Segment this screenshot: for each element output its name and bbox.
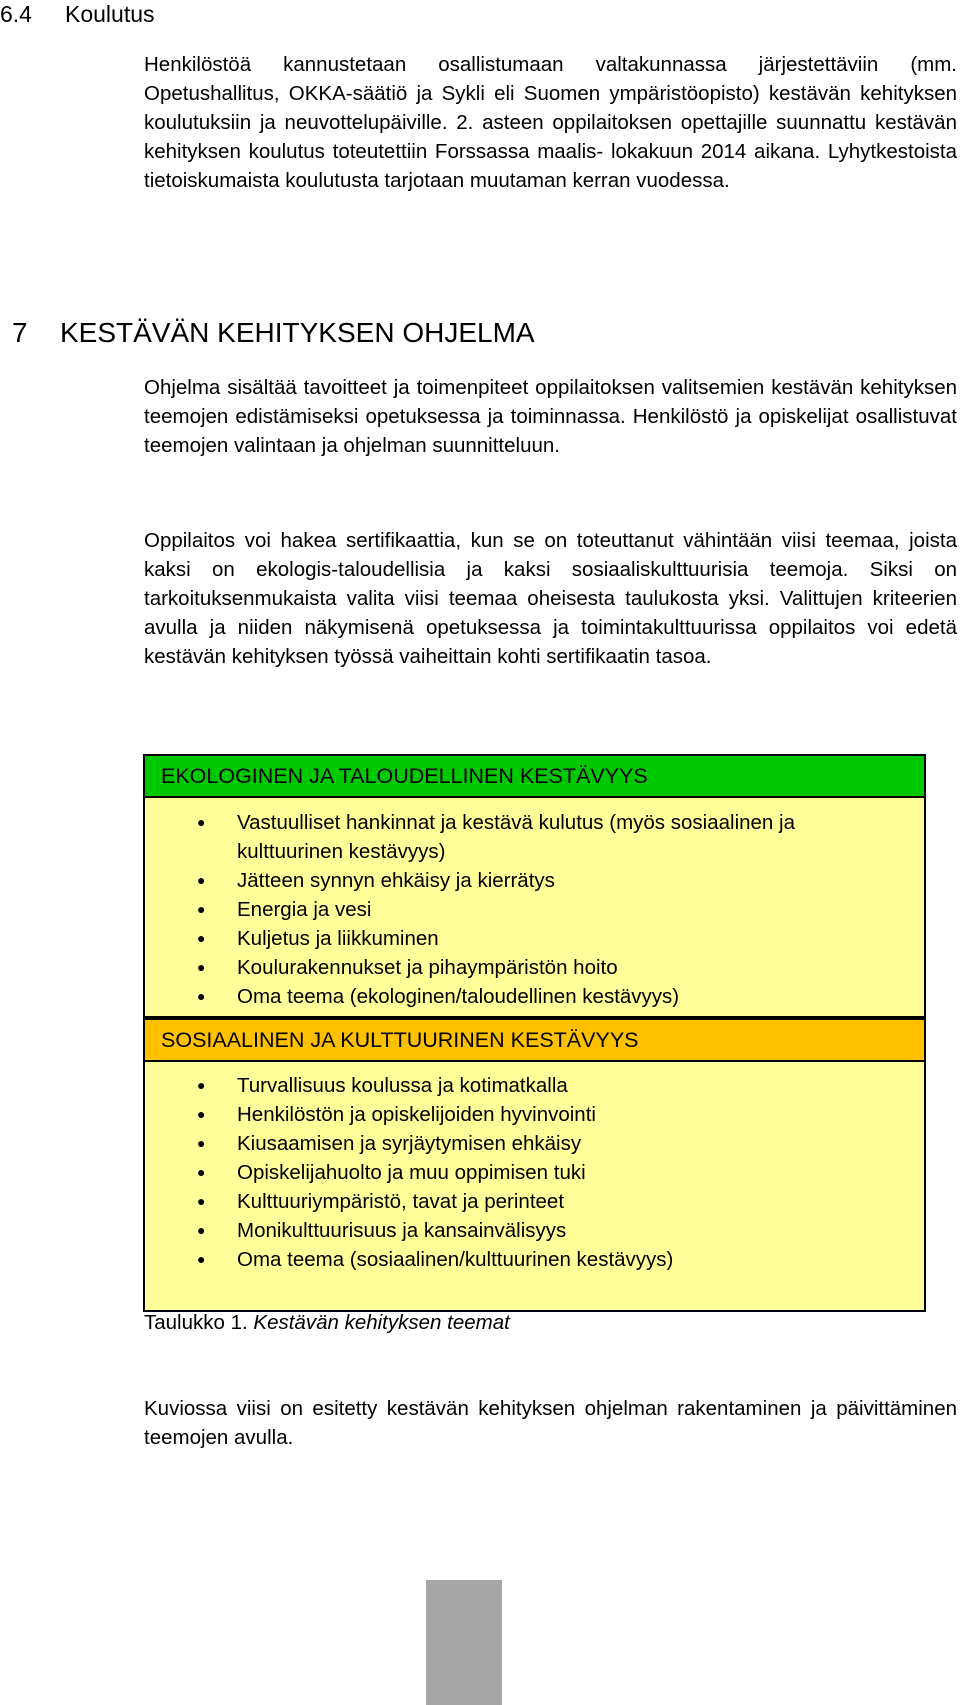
theme-list-item (143, 1158, 903, 1187)
section-title: Koulutus (65, 1, 155, 27)
theme-label: Energia ja vesi (237, 898, 372, 921)
chapter-number: 7 (12, 317, 28, 348)
ecological-theme-list (143, 808, 903, 1011)
chapter-title: KESTÄVÄN KEHITYKSEN OHJELMA (60, 317, 535, 348)
bullet-icon: ● (197, 1135, 206, 1151)
theme-label: Vastuulliset hankinnat ja kestävä kulutus (myös sosiaalinen ja kulttuurinen kestävyys) (237, 811, 795, 863)
section-heading-koulutus (0, 0, 400, 30)
table-caption (144, 1308, 744, 1337)
bullet-icon: ● (197, 1164, 206, 1180)
theme-label: Kulttuuriympäristö, tavat ja perinteet (237, 1190, 565, 1213)
bullet-icon: ● (197, 1106, 206, 1122)
theme-label: Kuljetus ja liikkuminen (237, 927, 439, 950)
theme-list-item (143, 1216, 903, 1245)
theme-list-item (143, 982, 903, 1011)
bullet-icon: ● (197, 814, 206, 830)
theme-list-item (143, 1071, 903, 1100)
theme-label: Oma teema (sosiaalinen/kulttuurinen kestävyys) (237, 1248, 674, 1271)
section-number: 6.4 (0, 1, 32, 27)
paragraph-figure-reference: Kuviossa viisi on esitetty kestävän kehityksen ohjelman rakentaminen ja päivittäminen teemojen avulla. (144, 1397, 957, 1449)
theme-list-item (143, 808, 903, 866)
theme-label: Turvallisuus koulussa ja kotimatkalla (237, 1074, 568, 1097)
paragraph-certificate: Oppilaitos voi hakea sertifikaattia, kun se on toteuttanut vähintään viisi teemaa, joista kaksi on ekologis-taloudellisia ja kaksi sosiaaliskulttuurisia teemoja. Siksi on tarkoituksenmukaista valita viisi teemaa oheisesta taulukosta yksi. Valittujen kriteerien avulla ja niiden näkymisenä opetuksessa ja toimintakulttuurissa oppilaitos voi edetä kestävän kehityksen työssä vaiheittain kohti sertifikaatin tasoa. (144, 529, 957, 668)
ecological-header: EKOLOGINEN JA TALOUDELLINEN KESTÄVYYS (143, 754, 926, 798)
chapter-heading-sustainability-program (12, 315, 712, 355)
theme-label: Jätteen synnyn ehkäisy ja kierrätys (237, 869, 555, 892)
bullet-icon: ● (197, 959, 206, 975)
bullet-icon: ● (197, 901, 206, 917)
bullet-icon: ● (197, 1251, 206, 1267)
bullet-icon: ● (197, 872, 206, 888)
social-theme-list (143, 1071, 903, 1274)
theme-list-item (143, 895, 903, 924)
social-header: SOSIAALINEN JA KULTTUURINEN KESTÄVYYS (143, 1018, 926, 1062)
theme-list-item (143, 1187, 903, 1216)
paragraph-program-intro: Ohjelma sisältää tavoitteet ja toimenpiteet oppilaitoksen valitsemien kestävän kehityksen teemojen edistämiseksi opetuksessa ja toiminnassa. Henkilöstö ja opiskelijat osallistuvat teemojen valintaan ja ohjelman suunnitteluun. (144, 376, 957, 457)
bullet-icon: ● (197, 1193, 206, 1209)
caption-title: Kestävän kehityksen teemat (253, 1311, 510, 1334)
bullet-icon: ● (197, 1077, 206, 1093)
theme-list-item (143, 1245, 903, 1274)
paragraph-training: Henkilöstöä kannustetaan osallistumaan valtakunnassa järjestettäviin (mm. Opetushallitus, OKKA-säätiö ja Sykli eli Suomen ympäristöopisto) kestävän kehityksen koulutuksiin ja neuvottelupäiville. 2. asteen oppilaitoksen opettajille suunnattu kestävän kehityksen koulutus toteutettiin Forssassa maalis- lokakuun 2014 aikana. Lyhytkestoista tietoiskumaista koulutusta tarjotaan muutaman kerran vuodessa. (144, 53, 957, 192)
theme-label: Opiskelijahuolto ja muu oppimisen tuki (237, 1161, 586, 1184)
theme-label: Kiusaamisen ja syrjäytymisen ehkäisy (237, 1132, 582, 1155)
theme-list-item (143, 866, 903, 895)
theme-label: Henkilöstön ja opiskelijoiden hyvinvointi (237, 1103, 596, 1126)
theme-label: Koulurakennukset ja pihaympäristön hoito (237, 956, 618, 979)
theme-list-item (143, 953, 903, 982)
bullet-icon: ● (197, 930, 206, 946)
theme-list-item (143, 924, 903, 953)
bullet-icon: ● (197, 988, 206, 1004)
page-number-box (426, 1580, 502, 1705)
bullet-icon: ● (197, 1222, 206, 1238)
theme-label: Oma teema (ekologinen/taloudellinen kestävyys) (237, 985, 680, 1008)
theme-list-item (143, 1129, 903, 1158)
caption-label: Taulukko 1. (144, 1311, 248, 1334)
theme-list-item (143, 1100, 903, 1129)
theme-label: Monikulttuurisuus ja kansainvälisyys (237, 1219, 567, 1242)
